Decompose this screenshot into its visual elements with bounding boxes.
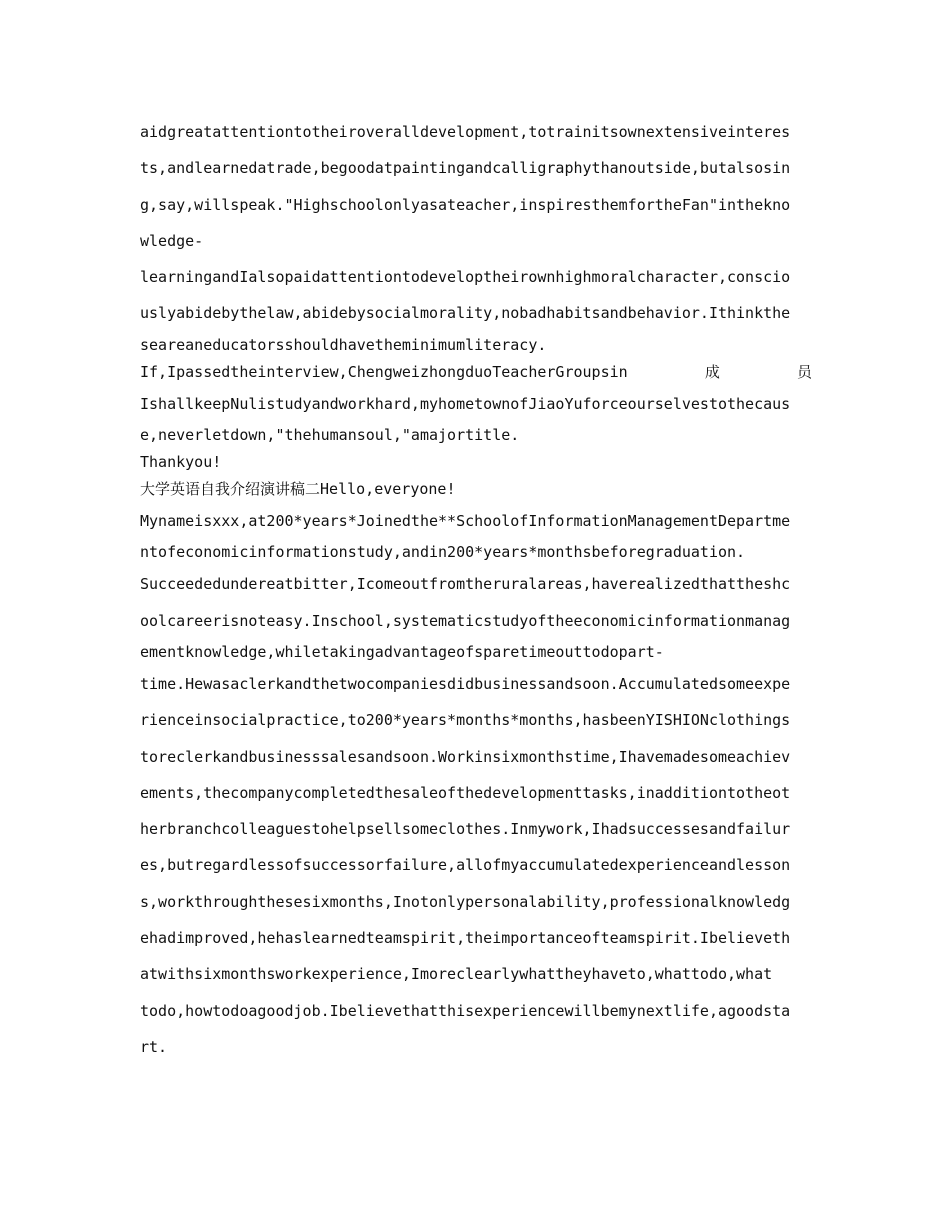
text-segment: If,Ipassedtheinterview,ChengweizhongduoTeacherGroupsin (140, 362, 628, 381)
section-heading-line (140, 476, 812, 503)
text-line: atwithsixmonthsworkexperience,Imoreclearlywhattheyhaveto,whattodo,what (140, 965, 773, 984)
text-line: Succeededundereatbitter,Icomeoutfromtheruralareas,haverealizedthattheshc (140, 575, 791, 594)
text-line: Mynameisxxx,at200*years*Joinedthe**SchoolofInformationManagementDepartme (140, 512, 791, 531)
greeting-text: Hello,everyone! (320, 480, 456, 499)
text-line: todo,howtodoagoodjob.Ibelievethatthisexperiencewillbemynextlife,agoodsta (140, 1001, 791, 1020)
text-segment-cjk: 员 (796, 362, 812, 381)
text-line: ehadimproved,hehaslearnedteamspirit,theimportanceofteamspirit.Ibelieveth (140, 929, 791, 948)
text-line: rienceinsocialpractice,to200*years*months*months,hasbeenYISHIONclothings (140, 711, 791, 730)
text-line-justified (140, 359, 812, 386)
section-heading: 大学英语自我介绍演讲稿二 (140, 480, 321, 499)
text-line: aidgreatattentiontotheiroveralldevelopment,totrainitsownextensiveinteres (140, 123, 791, 141)
text-line: Thankyou! (140, 453, 222, 472)
text-line: toreclerkandbusinesssalesandsoon.Workinsixmonthstime,Ihavemadesomeachiev (140, 747, 791, 766)
text-line: rt. (140, 1037, 168, 1056)
document-body (140, 114, 812, 1065)
text-line: IshallkeepNulistudyandworkhard,myhometownofJiaoYuforceourselvestothecaus (140, 394, 791, 413)
text-line: herbranchcolleaguestohelpsellsomeclothes.Inmywork,Ihadsuccessesandfailur (140, 820, 791, 839)
text-line: e,neverletdown,"thehumansoul,"amajortitle. (140, 426, 520, 445)
text-line: time.Hewasaclerkandthetwocompaniesdidbusinessandsoon.Accumulatedsomeexpe (140, 674, 791, 693)
text-line: s,workthroughthesesixmonths,Inotonlypersonalability,professionalknowledg (140, 892, 791, 911)
text-line: es,butregardlessofsuccessorfailure,allofmyaccumulatedexperienceandlesson (140, 856, 791, 875)
text-line: seareaneducatorsshouldhavetheminimumliteracy. (140, 335, 547, 354)
text-line: wledge- (140, 231, 204, 250)
text-segment-cjk: 成 (704, 362, 720, 381)
text-line: ntofeconomicinformationstudy,andin200*years*monthsbeforegraduation. (140, 543, 746, 562)
text-line: ements,thecompanycompletedthesaleofthedevelopmenttasks,inadditiontotheot (140, 783, 791, 802)
text-line: ementknowledge,whiletakingadvantageofsparetimeouttodopart- (140, 642, 664, 661)
text-line: oolcareerisnoteasy.Inschool,systematicstudyoftheeconomicinformationmanag (140, 611, 791, 630)
text-line: learningandIalsopaidattentiontodeveloptheirownhighmoralcharacter,conscio (140, 268, 791, 287)
text-line: uslyabidebythelaw,abidebysocialmorality,nobadhabitsandbehavior.Ithinkthe (140, 304, 791, 323)
text-line: g,say,willspeak."Highschoolonlyasateacher,inspiresthemfortheFan"inthekno (140, 195, 791, 214)
text-line: ts,andlearnedatrade,begoodatpaintingandcalligraphythanoutside,butalsosin (140, 159, 791, 178)
